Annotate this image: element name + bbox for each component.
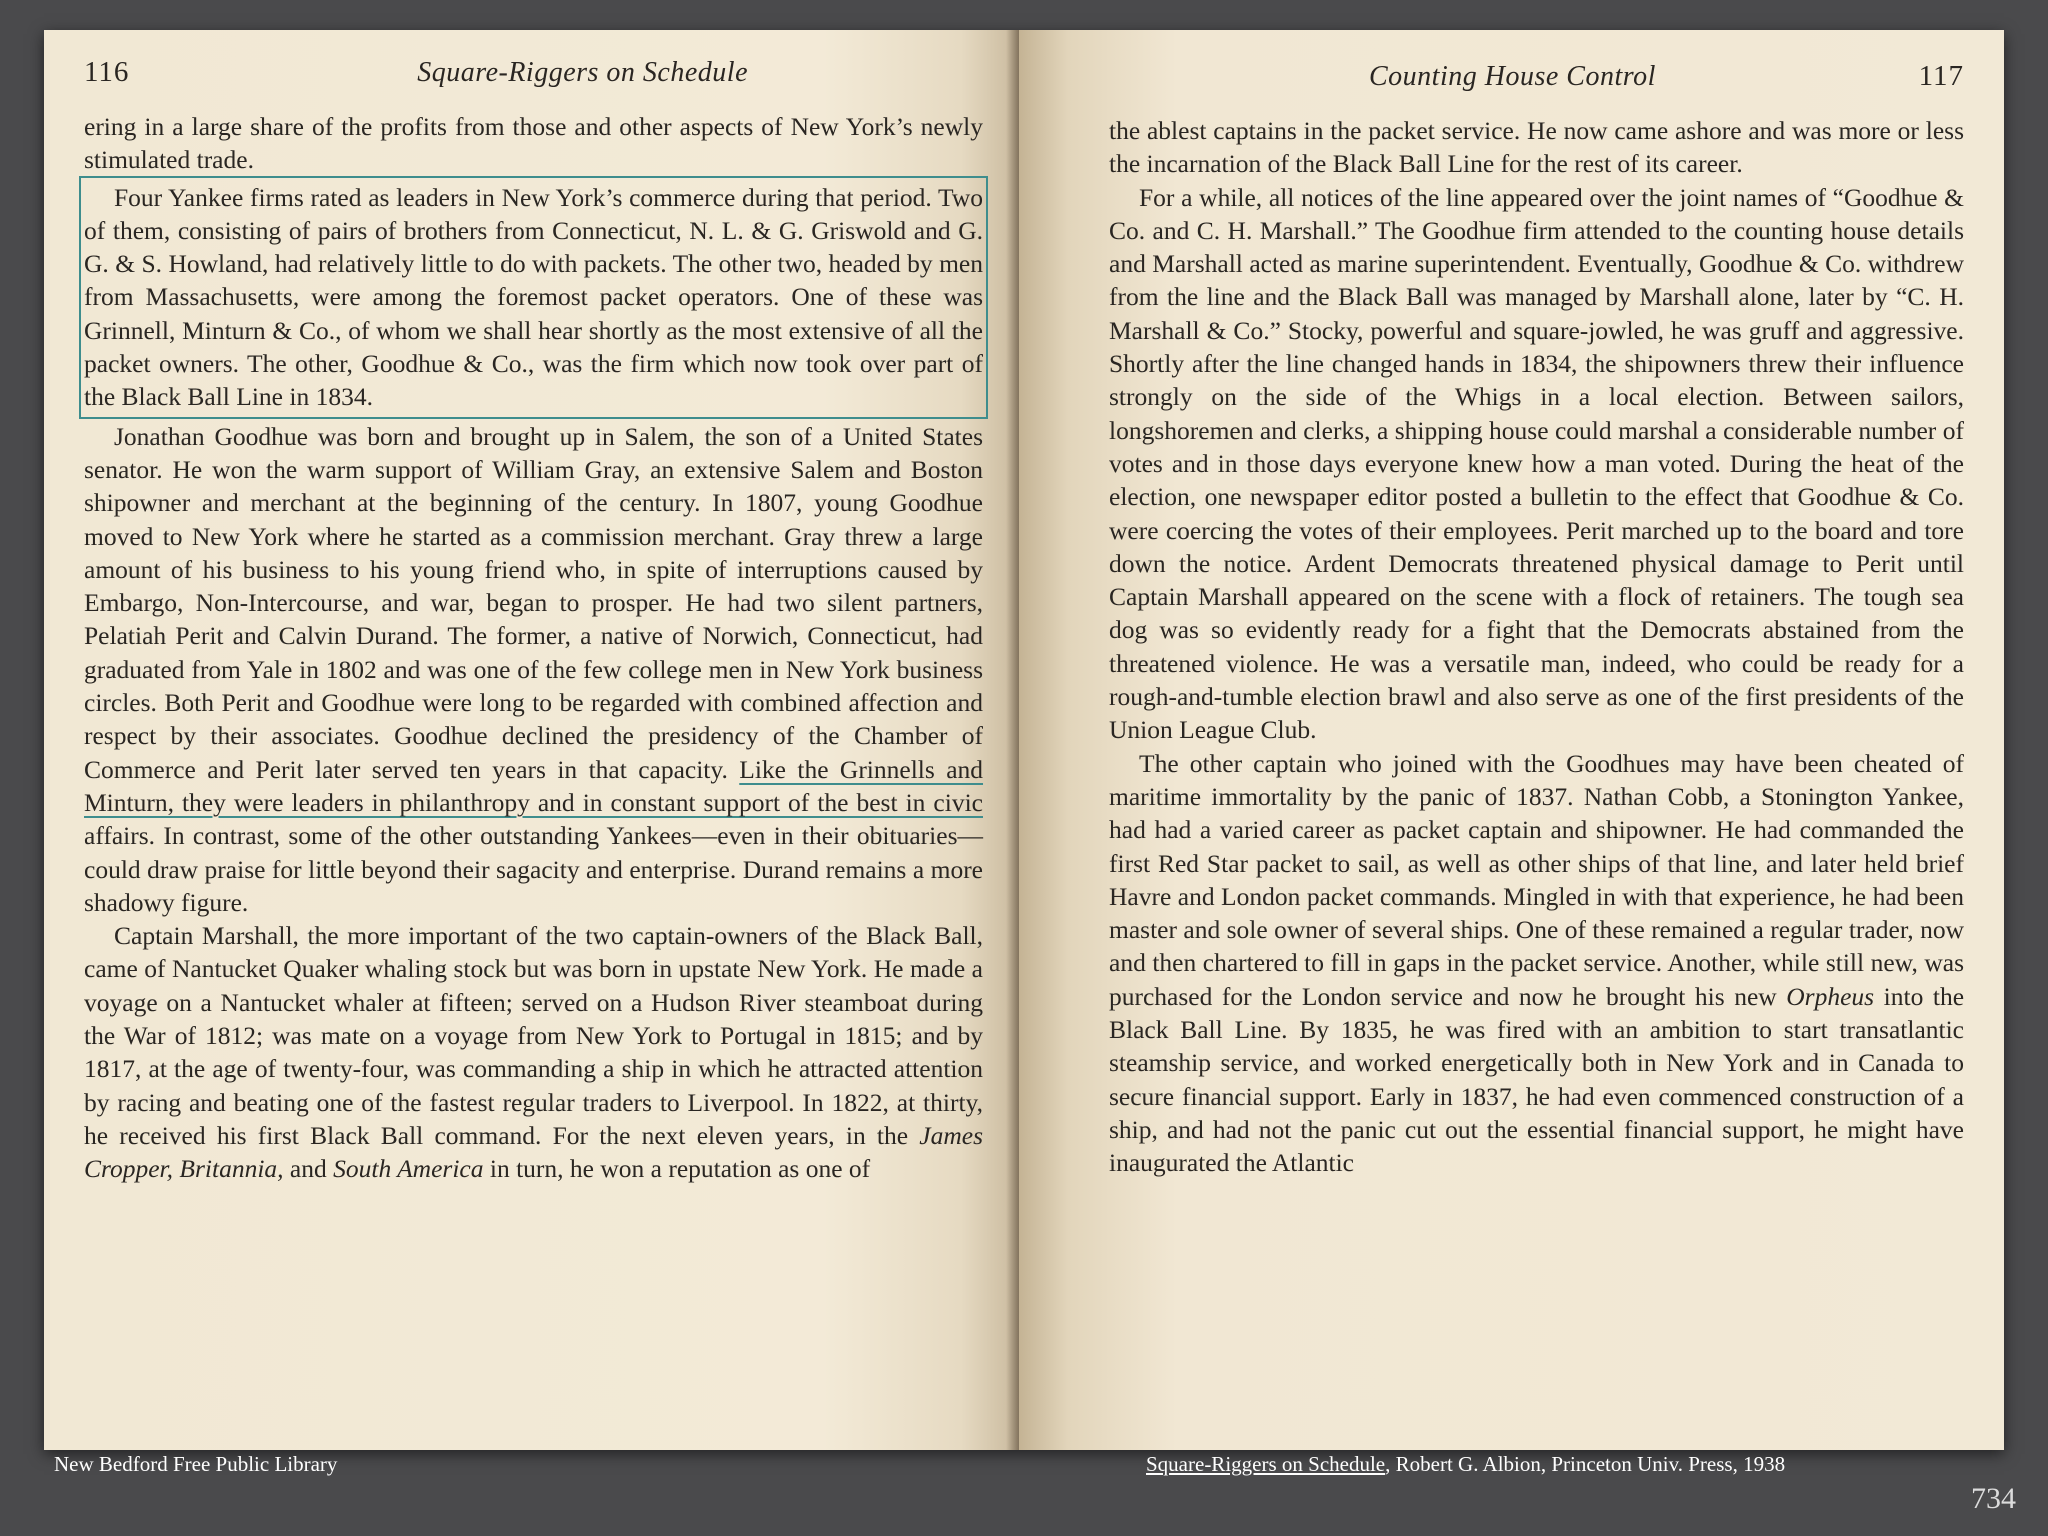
left-running-head <box>84 56 983 100</box>
left-running-title: Square-Riggers on Schedule <box>417 57 748 88</box>
right-running-title: Counting House Control <box>1369 61 1656 92</box>
marshall-text-b: in turn, he won a reputation as one of <box>489 1154 871 1184</box>
left-page <box>44 30 1019 1450</box>
paragraph-continued: ering in a large share of the profits from those and other aspects of New York’s newly stimulated trade. <box>84 112 983 175</box>
ship-south-america: South America <box>333 1154 484 1184</box>
left-page-number: 116 <box>84 56 130 88</box>
marshall-and: and <box>289 1154 327 1184</box>
right-running-head <box>1109 60 1964 104</box>
ship-orpheus: Orpheus <box>1786 981 1875 1011</box>
highlighted-passage-box <box>84 181 983 414</box>
right-page-number: 117 <box>1918 60 1964 92</box>
paragraph-nathan-cobb <box>1109 747 1964 1180</box>
cobb-text-a: The other captain who joined with the Goodhues may have been cheated of maritime immortality by the panic of 1837. Nathan Cobb, a Stonington Yankee, had had a varied career as packet captain and shipowner. He had commanded the first Red Star packet to sail, as well as other ships of that line, and later held brief Havre and London packet commands. Mingled in with that experience, he had been master and sole owner of several ships. One of these remained a regular trader, now and then chartered to fill in gaps in the packet service. Another, while still new, was purchased for the London service and now he brought his new <box>1109 748 1964 1011</box>
paragraph-continued: the ablest captains in the packet service. He now came ashore and was more or less the incarnation of the Black Ball Line for the rest of its career. <box>1109 116 1964 179</box>
paragraph-marshall <box>84 919 983 1185</box>
cobb-text-b: into the Black Ball Line. By 1835, he was fired with an ambition to start transatlantic steamship service, and worked energetically both in New York and in Canada to secure financial support. Early in 1837, he had even commenced construction of a ship, and had not the panic cut out the essential financial support, he might have inaugurated the Atlantic <box>1109 981 1965 1178</box>
slide-number: 734 <box>1971 1482 2016 1515</box>
underlined-passage: Like the Grinnells and Minturn, they were leaders in philanthropy and in constant support of the best in civic <box>84 754 984 817</box>
paragraph-goodhue <box>84 420 983 919</box>
right-page-text <box>1109 114 1964 1180</box>
source-title-link[interactable]: Square-Riggers on Schedule <box>1146 1452 1386 1476</box>
ship-names: James Cropper, Britannia, <box>84 1120 984 1184</box>
paragraph-joint-notices: For a while, all notices of the line appeared over the joint names of “Goodhue & Co. and C. H. Marshall.” The Goodhue firm attended to the counting house details and Marshall acted as marine superintendent. Eventually, Goodhue & Co. withdrew from the line and the Black Ball was managed by Marshall alone, later by “C. H. Marshall & Co.” Stocky, powerful and square-jowled, he was gruff and aggressive. Shortly after the line changed hands in 1834, the shipowners threw their influence strongly on the side of the Whigs in a local election. Between sailors, longshoremen and clerks, a shipping house could marshal a considerable number of votes and in those days everyone knew how a man voted. During the heat of the election, one newspaper editor posted a bulletin to the effect that Goodhue & Co. were coercing the votes of their employees. Perit marched up to the board and tore down the notice. Ardent Democrats threatened physical damage to Perit until Captain Marshall appeared on the scene with a flock of retainers. The tough sea dog was so evidently ready for a fight that the Democrats abstained from the threatened violence. He was a versatile man, indeed, who could be ready for a rough-and-tumble election brawl and also serve as one of the first presidents of the Union League Club. <box>1109 182 1964 745</box>
source-details: , Robert G. Albion, Princeton Univ. Press, 1938 <box>1385 1452 1786 1476</box>
book-spread <box>44 30 2004 1450</box>
left-page-text <box>84 110 983 1186</box>
marshall-text-a: Captain Marshall, the more important of the two captain-owners of the Black Ball, came of Nantucket Quaker whaling stock but was born in upstate New York. He made a voyage on a Nantucket whaler at fifteen; served on a Hudson River steamboat during the War of 1812; was mate on a voyage from New York to Portugal in 1815; and by 1817, at the age of twenty-four, was commanding a ship in which he attracted attention by racing and beating one of the fastest regular traders to Liverpool. In 1822, at thirty, he received his first Black Ball command. For the next eleven years, in the <box>84 921 983 1150</box>
right-page <box>1019 30 2004 1450</box>
paragraph-four-yankee-firms: Four Yankee firms rated as leaders in New York’s commerce during that period. Two of them, consisting of pairs of brothers from Connecticut, N. L. & G. Griswold and G. G. & S. Howland, had relatively little to do with packets. The other two, headed by men from Massachusetts, were among the foremost packet operators. One of these was Grinnell, Minturn & Co., of whom we shall hear shortly as the most extensive of all the packet owners. The other, Goodhue & Co., was the firm which now took over part of the Black Ball Line in 1834. <box>84 182 983 412</box>
goodhue-text-a: Jonathan Goodhue was born and brought up in Salem, the son of a United States senator. He won the warm support of William Gray, an extensive Salem and Boston shipowner and merchant at the beginning of the century. In 1807, young Goodhue moved to New York where he started as a commission merchant. Gray threw a large amount of his business to his young friend who, in spite of interruptions caused by Embargo, Non-Intercourse, and war, began to prosper. He had two silent partners, Pelatiah Perit and Calvin Durand. The former, a native of Norwich, Connecticut, had graduated from Yale in 1802 and was one of the few college men in New York business circles. Both Perit and Goodhue were long to be regarded with combined affection and respect by their associates. Goodhue declined the presidency of the Chamber of Commerce and Perit later served ten years in that capacity. <box>84 421 983 784</box>
source-citation <box>1146 1452 1785 1477</box>
goodhue-text-b: affairs. In contrast, some of the other outstanding Yankees—even in their obituaries—could draw praise for little beyond their sagacity and enterprise. Durand remains a more shadowy figure. <box>84 821 983 917</box>
library-credit: New Bedford Free Public Library <box>54 1452 338 1476</box>
